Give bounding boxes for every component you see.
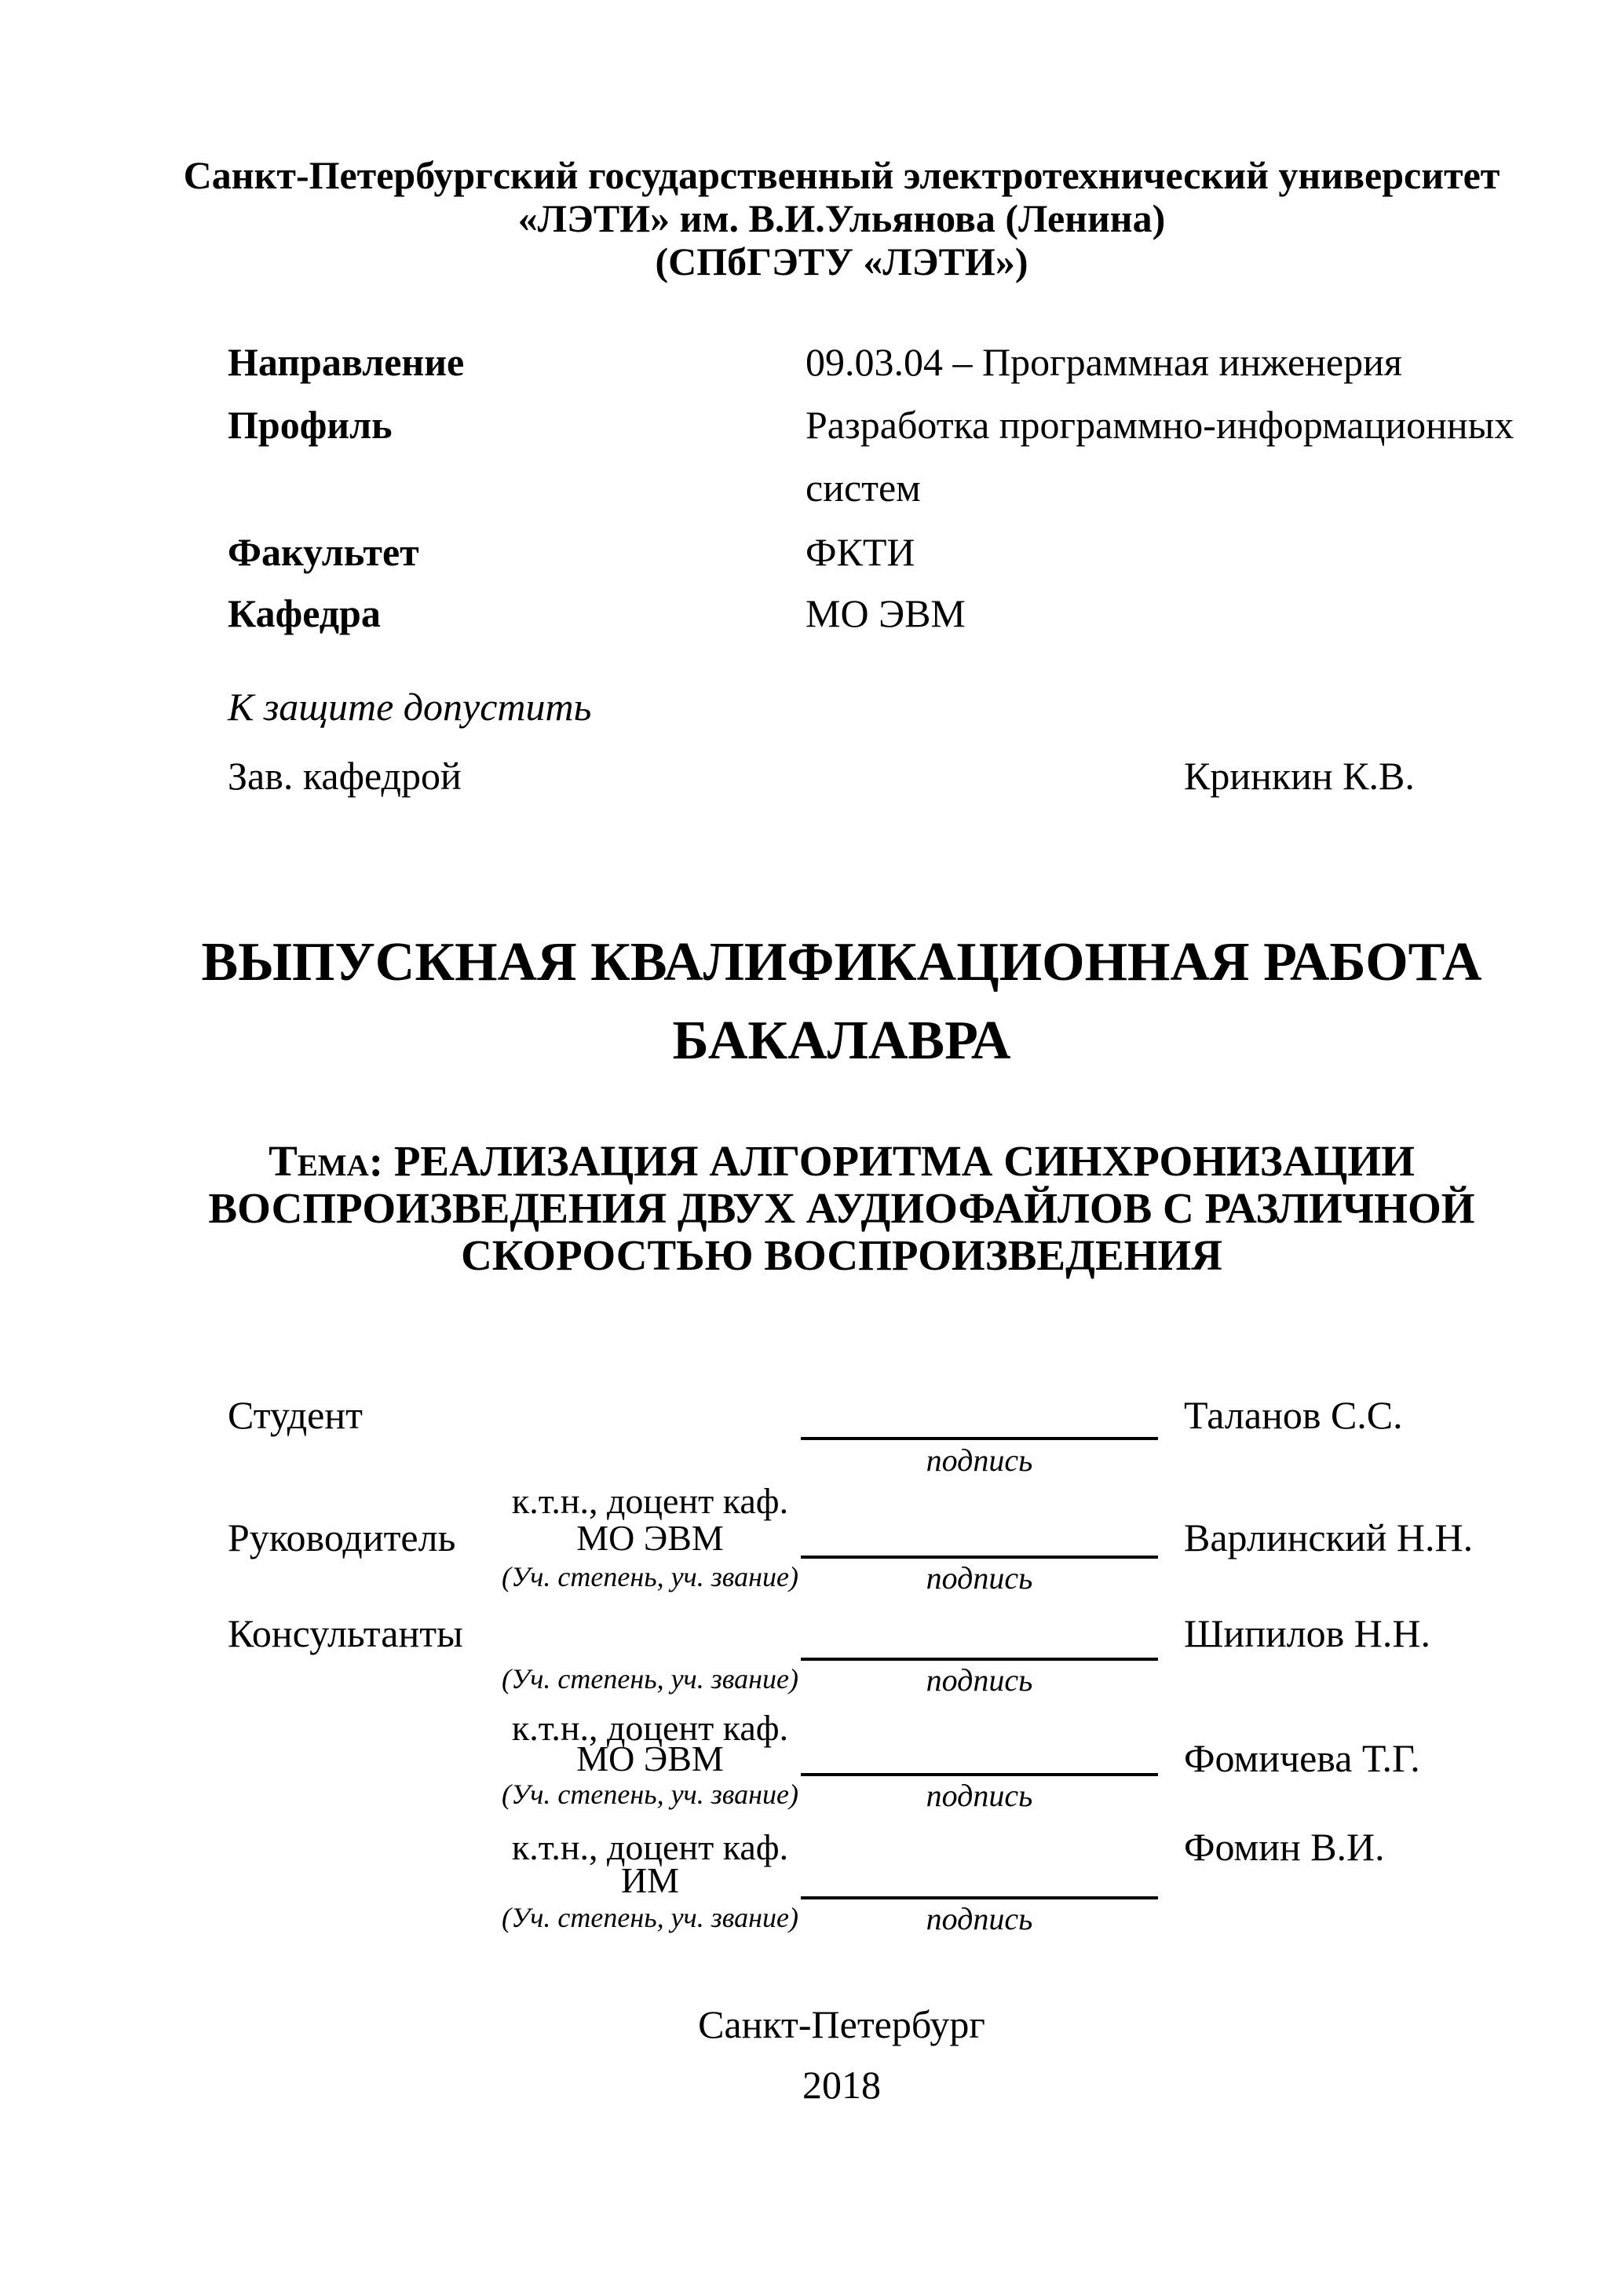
topic-line2: ВОСПРОИЗВЕДЕНИЯ ДВУХ АУДИОФАЙЛОВ С РАЗЛИЧНОЙ [208,1184,1475,1232]
profile-value-line2: систем [806,466,921,510]
admission-statement: К защите допустить [228,685,592,729]
topic-line1: Тема: РЕАЛИЗАЦИЯ АЛГОРИТМА СИНХРОНИЗАЦИИ [269,1137,1415,1185]
consultant3-signature-caption: подпись [926,1901,1033,1936]
student-name: Таланов С.С. [1184,1393,1403,1437]
university-header [31,154,1622,283]
consultant3-signature-line [801,1896,1158,1899]
work-type-title [31,923,1622,1080]
supervisor-signature-line [801,1556,1158,1559]
supervisor-name: Варлинский Н.Н. [1184,1515,1474,1559]
consultant1-signature-caption: подпись [926,1662,1033,1698]
consultant3-name: Фомин В.И. [1184,1825,1385,1869]
consultant2-signature-caption: подпись [926,1778,1033,1813]
supervisor-degree-caption: (Уч. степень, уч. звание) [502,1561,798,1592]
consultant3-degree-line2: ИМ [620,1860,680,1900]
consultant2-name: Фомичева Т.Г. [1184,1736,1420,1780]
consultants-role-label: Консультанты [228,1611,463,1655]
work-type-line2: БАКАЛАВРА [672,1011,1011,1071]
consultant2-signature-line [801,1773,1158,1776]
footer-city: Санкт-Петербург [698,2002,985,2046]
topic-line3: СКОРОСТЬЮ ВОСПРОИЗВЕДЕНИЯ [461,1231,1222,1279]
footer-year: 2018 [802,2063,881,2107]
consultant2-degree-line1: к.т.н., доцент каф. [511,1708,789,1748]
university-name-line1: Санкт-Петербургский государственный электротехнический университет [183,153,1500,197]
department-head-name: Кринкин К.В. [1184,754,1415,798]
consultant3-degree-line1: к.т.н., доцент каф. [511,1827,789,1867]
supervisor-degree-line1: к.т.н., доцент каф. [511,1481,789,1521]
work-type-line1: ВЫПУСКНАЯ КВАЛИФИКАЦИОННАЯ РАБОТА [201,932,1482,993]
consultant1-signature-line [801,1658,1158,1661]
department-label: Кафедра [228,591,381,635]
consultant2-degree-caption: (Уч. степень, уч. звание) [502,1779,798,1810]
student-role-label: Студент [228,1393,363,1437]
profile-value-line1: Разработка программно-информационных [806,403,1514,447]
supervisor-degree-line2: МО ЭВМ [576,1518,724,1558]
department-value: МО ЭВМ [806,591,966,635]
profile-label: Профиль [228,403,393,447]
consultant1-degree-caption: (Уч. степень, уч. звание) [502,1663,798,1695]
consultant1-name: Шипилов Н.Н. [1184,1611,1430,1655]
supervisor-role-label: Руководитель [228,1515,456,1559]
supervisor-signature-caption: подпись [926,1560,1033,1596]
consultant3-degree-caption: (Уч. степень, уч. звание) [502,1902,798,1933]
student-signature-line [801,1437,1158,1440]
consultant2-degree-line2: МО ЭВМ [576,1738,724,1779]
direction-label: Направление [228,340,465,384]
university-name-line2: «ЛЭТИ» им. В.И.Ульянова (Ленина) [517,196,1166,240]
university-name-line3: (СПбГЭТУ «ЛЭТИ») [655,239,1028,283]
faculty-value: ФКТИ [806,530,915,574]
faculty-label: Факультет [228,530,419,574]
student-signature-caption: подпись [926,1442,1033,1478]
direction-value: 09.03.04 – Программная инженерия [806,340,1402,384]
topic-title [31,1138,1622,1279]
department-head-label: Зав. кафедрой [228,754,462,798]
